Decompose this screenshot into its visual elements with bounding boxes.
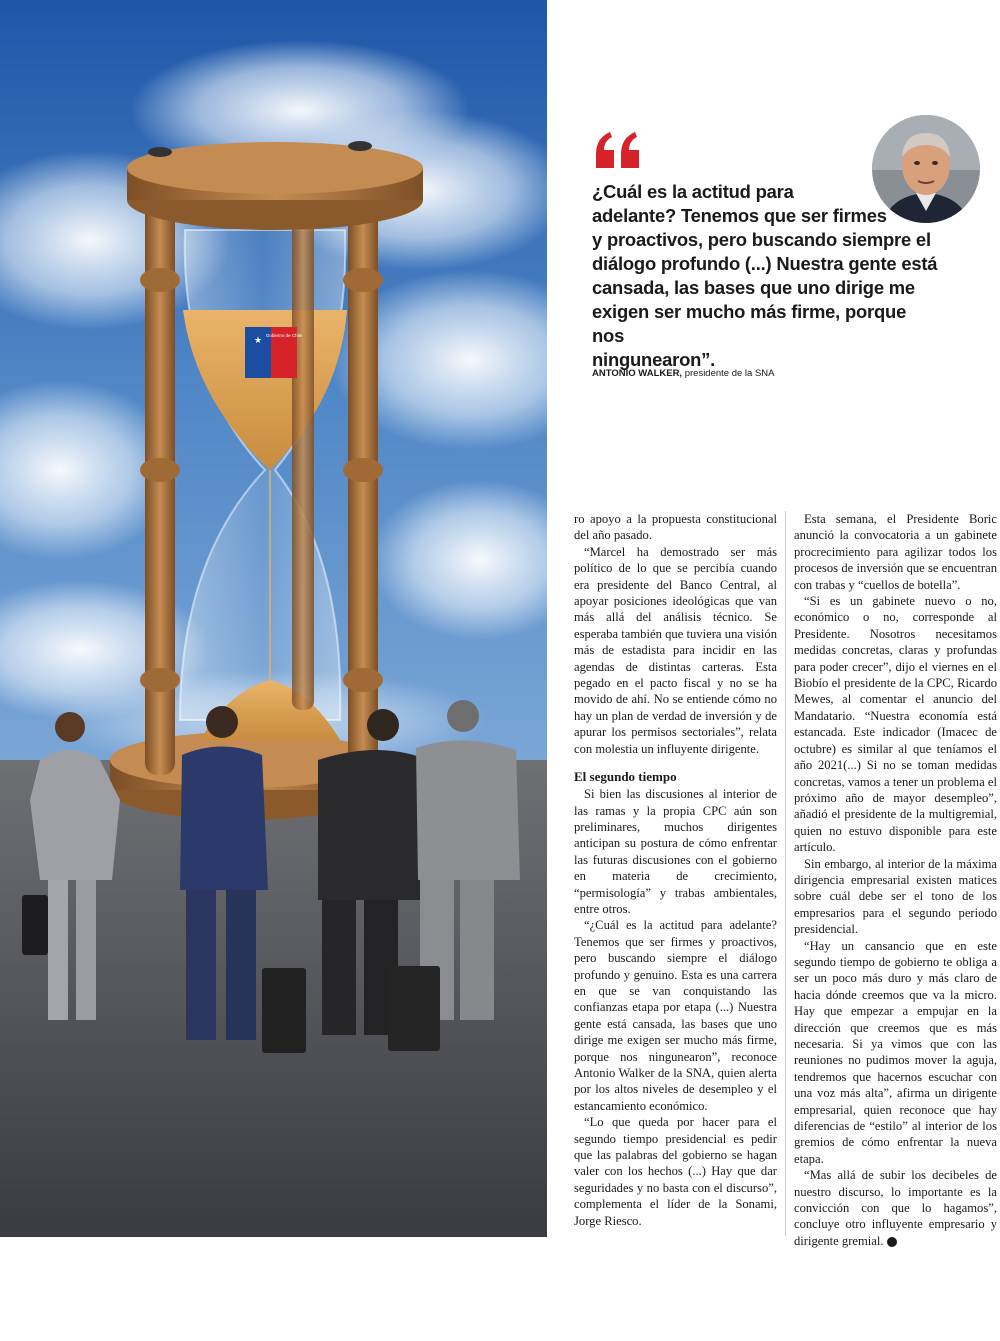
pull-quote-line: diálogo profundo (...) Nuestra gente está [592, 253, 938, 274]
pull-quote-line: adelante? Tenemos que ser firmes [592, 205, 887, 226]
paragraph: “Si es un gabinete nuevo o no, económico o no, corresponde al Presidente. Nosotros necesitamos medidas concretas, claras y profundas para poder crecer”, dijo el viernes en el Biobío el presidente de la CPC, Ricardo Mewes, al comentar el anuncio del Mandatario. “Nuestra economía está estancada. Este indicador (Imacec de octubre) es similar al que teníamos el año 2021(...) Si no se toman medidas concretas, vamos a tener un problema el próximo año de mayor desempleo”, añadió el presidente de la multigremial, quien no estuvo disponible para este artículo. [794, 594, 997, 855]
quote-mark-icon [592, 128, 644, 172]
paragraph: “Lo que queda por hacer para el segundo tiempo presidencial es pedir que las palabras del gobierno se hagan valer con los hechos (...) Hay que dar seguridades y no basta con el discurso”, complementa el líder de la Sonami, Jorge Riesco. [574, 1115, 777, 1228]
paragraph: ro apoyo a la propuesta constitucional del año pasado. [574, 512, 777, 543]
column-divider [785, 511, 786, 1236]
pull-quote-line: y proactivos, pero buscando siempre el [592, 229, 931, 250]
paragraph: Esta semana, el Presidente Boric anunció la convocatoria a un gabinete procrecimiento para agilizar todos los procesos de inversión que se encuentran con trabas y “cuellos de botella”. [794, 512, 997, 592]
paragraph: Sin embargo, al interior de la máxima dirigencia empresarial existen matices sobre cuál debe ser el tono de los empresarios para el segundo periodo presidencial. [794, 856, 997, 937]
paragraph: “Hay un cansancio que en este segundo tiempo de gobierno te obliga a ser un poco más duro y más claro de hacia dónde creemos que va la micro. Hay que empezar a empujar en la dirección que creemos que es más necesaria. Si ya vimos que con las reuniones no pudimos mover la aguja, tendremos que hacernos escuchar con una voz más alta”, afirma un dirigente empresarial, quien reconoce que hay diferencias de “estilo” al interior de los gremios de cómo enfrentar la nueva etapa. [794, 938, 997, 1166]
paragraph: “¿Cuál es la actitud para adelante? Tenemos que ser firmes y proactivos, pero buscando siempre el diálogo profundo y genuino. Esta es una carrera en que se van conquistando las confianzas etapa por etapa (...) Nuestra gente está cansada, las bases que uno dirige me exigen ser mucho más firme, porque nos ningunearon”, reconoce Antonio Walker de la SNA, quien alerta por los altos niveles de desempleo y el estancamiento económico. [574, 918, 777, 1113]
paragraph: Si bien las discusiones al interior de las ramas y la propia CPC aún son preliminares, muchos dirigentes anticipan su postura de cómo enfrentar las futuras discusiones con el gobierno en materia de crecimiento, “permisología” y trabas ambientales, entre otros. [574, 787, 777, 916]
svg-text:★: ★ [253, 335, 263, 345]
flag-label: Gobierno de Chile [265, 333, 303, 338]
article-column-2 [794, 511, 997, 1249]
quote-byline [592, 368, 775, 379]
paragraph-last [794, 1167, 997, 1249]
article-column-1 [574, 511, 777, 1229]
byline-role: presidente de la SNA [684, 368, 775, 379]
byline-author: ANTONIO WALKER, [592, 368, 683, 379]
pull-quote-line: cansada, las bases que uno dirige me [592, 277, 915, 298]
pull-quote-line: exigen ser mucho más firme, porque nos [592, 301, 907, 346]
pull-quote-line: ¿Cuál es la actitud para [592, 181, 794, 202]
paragraph-text: “Mas allá de subir los decibeles de nuestro discurso, lo importante es la convicción con que lo hagamos”, concluye otro influyente empresario y dirigente gremial. [794, 1168, 997, 1248]
gobierno-logo [245, 327, 303, 378]
subheading: El segundo tiempo [574, 769, 677, 785]
pull-quote [592, 180, 942, 372]
pull-quote-line: ningunearon”. [592, 349, 716, 370]
paragraph: “Marcel ha demostrado ser más político de lo que se percibía cuando era presidente del Banco Central, al apoyar posiciones ideológicas que van más allá del análisis técnico. Se esperaba también que tuviera una visión más de estadista para incidir en las agendas de distintas carteras. Esta pegado en el pacto fiscal y no se ha movido de ahí. No se entiende cómo no hay un plan de verdad de inversión y de apurar los permisos sectoriales”, relata con molestia un influyente dirigente. [574, 544, 777, 756]
end-mark-icon: P [887, 1237, 897, 1247]
